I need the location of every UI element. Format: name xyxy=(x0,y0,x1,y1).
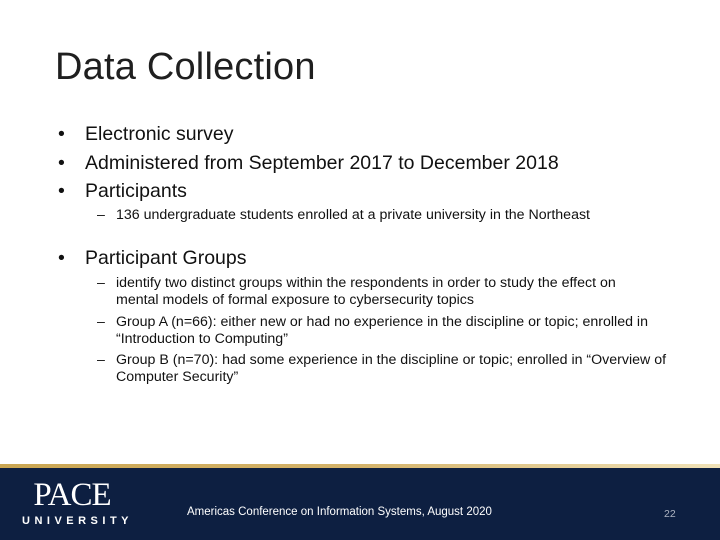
sub-bullet-text: Group B (n=70): had some experience in the discipline or topic; enrolled in “Overview of Computer Security” xyxy=(116,352,667,385)
sub-bullet-text: 136 undergraduate students enrolled at a private university in the Northeast xyxy=(116,207,590,223)
bullet-item xyxy=(58,122,233,146)
sub-bullet-text: Group A (n=66): either new or had no experience in the discipline or topic; enrolled in “Introduction to Computing” xyxy=(116,314,648,347)
bullet-label: Electronic survey xyxy=(85,123,234,145)
pace-university-logo xyxy=(22,477,134,532)
sub-bullet-text: identify two distinct groups within the respondents in order to study the effect on mental models of formal exposure to cybersecurity topics xyxy=(116,275,616,308)
sub-bullet-item xyxy=(97,207,617,224)
logo-subtitle: UNIVERSITY xyxy=(22,515,134,527)
sub-bullet-item xyxy=(97,275,662,309)
footer-conference-text: Americas Conference on Information Systems, August 2020 xyxy=(187,506,492,518)
slide-number: 22 xyxy=(664,508,676,520)
logo-wordmark: PACE xyxy=(33,477,111,513)
bullet-marker: • xyxy=(58,180,65,202)
bullet-item xyxy=(58,246,247,270)
bullet-marker: • xyxy=(58,123,65,145)
sub-bullet-marker: – xyxy=(97,352,105,368)
footer-accent-line xyxy=(0,464,720,468)
bullet-item xyxy=(58,179,187,203)
bullet-label: Participants xyxy=(85,180,187,202)
slide-title: Data Collection xyxy=(55,46,316,88)
bullet-label: Administered from September 2017 to December 2018 xyxy=(85,152,559,174)
bullet-marker: • xyxy=(58,152,65,174)
sub-bullet-marker: – xyxy=(97,314,105,330)
bullet-label: Participant Groups xyxy=(85,247,247,269)
bullet-marker: • xyxy=(58,247,65,269)
sub-bullet-marker: – xyxy=(97,275,105,291)
sub-bullet-item xyxy=(97,314,677,348)
sub-bullet-marker: – xyxy=(97,207,105,223)
bullet-item xyxy=(58,151,559,175)
sub-bullet-item xyxy=(97,352,677,386)
